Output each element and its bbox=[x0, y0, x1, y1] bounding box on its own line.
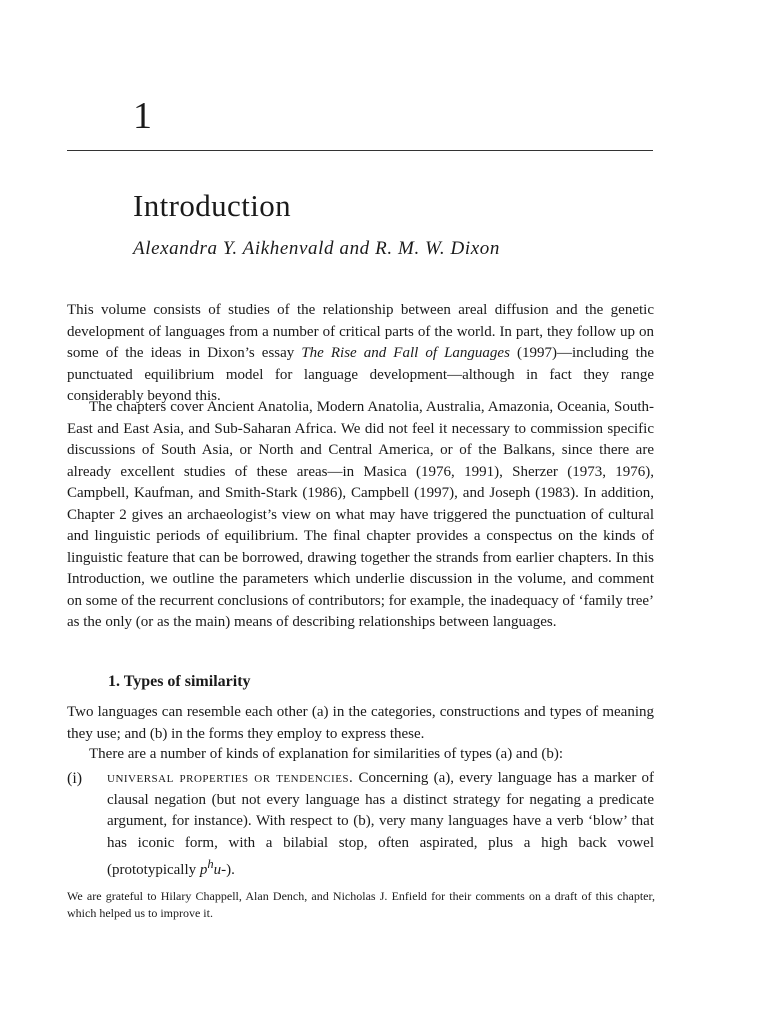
list-item bbox=[67, 768, 654, 882]
paragraph-text: (1997)—including the punctuated equilibrium model for language development—although in fact they range considerably beyond this. bbox=[67, 345, 655, 404]
chapter-title: Introduction bbox=[133, 188, 292, 223]
section-paragraph-1: Two languages can resemble each other (a) in the categories, constructions and types of meaning they use; and (b) in the forms they employ to express these. bbox=[67, 704, 654, 742]
chapter-authors: Alexandra Y. Aikhenvald and R. M. W. Dixon bbox=[133, 238, 500, 259]
section-heading: 1. Types of similarity bbox=[108, 673, 251, 690]
intro-paragraph-2: The chapters cover Ancient Anatolia, Modern Anatolia, Australia, Amazonia, Oceania, South-East and East Asia, and Sub-Saharan Africa. We did not feel it necessary to commission specific discussions of South Asia, or North and Central America, or of the Balkans, since there are already excellent studies of these areas—in Masica (1976, 1991), Sherzer (1973, 1976), Campbell, Kaufman, and Smith-Stark (1986), Campbell (1997), and Joseph (1983). In addition, Chapter 2 gives an archaeologist’s view on what may have triggered the punctuation of cultural and linguistic periods of equilibrium. The final chapter provides a conspectus on the kinds of linguistic feature that can be borrowed, drawing together the strands from earlier chapters. In this Introduction, we outline the parameters which underlie discussion in the volume, and comment on some of the recurrent conclusions of contributors; for example, the inadequacy of ‘family tree’ as the only (or as the main) means of describing relationships between languages. bbox=[67, 399, 654, 630]
footnote: We are grateful to Hilary Chappell, Alan Dench, and Nicholas J. Enfield for their comments on a draft of this chapter, which helped us to improve it. bbox=[67, 889, 655, 920]
list-item-text: Concerning (a), every language has a marker of clausal negation (but not every language has a distinct strategy for negating a predicate argument, for instance). With respect to (b), very many languages have a verb ‘blow’ that has iconic form, with a bilabial stop, often aspirated, plus a high back vowel (prototypically bbox=[107, 770, 654, 878]
example-rest: u- bbox=[213, 862, 227, 878]
intro-paragraph-1 bbox=[67, 300, 654, 408]
example-superscript: h bbox=[207, 857, 214, 871]
chapter-divider bbox=[67, 150, 653, 151]
example-base: p bbox=[199, 862, 208, 878]
book-title: The Rise and Fall of Languages bbox=[301, 345, 510, 361]
list-item-term: universal properties or tendencies. bbox=[107, 770, 354, 786]
section-paragraph-2: There are a number of kinds of explanation for similarities of types (a) and (b): bbox=[89, 746, 564, 762]
example-form bbox=[199, 857, 227, 878]
chapter-number: 1 bbox=[133, 95, 152, 137]
paragraph-text: This volume consists of studies of the relationship between areal diffusion and the genetic development of languages from a number of critical parts of the world. In part, they follow up on some of the ideas in Dixon’s essay bbox=[67, 302, 654, 361]
list-item-label: (i) bbox=[67, 770, 83, 787]
list-item-text-end: ). bbox=[226, 862, 235, 878]
list-item-body bbox=[107, 768, 654, 882]
